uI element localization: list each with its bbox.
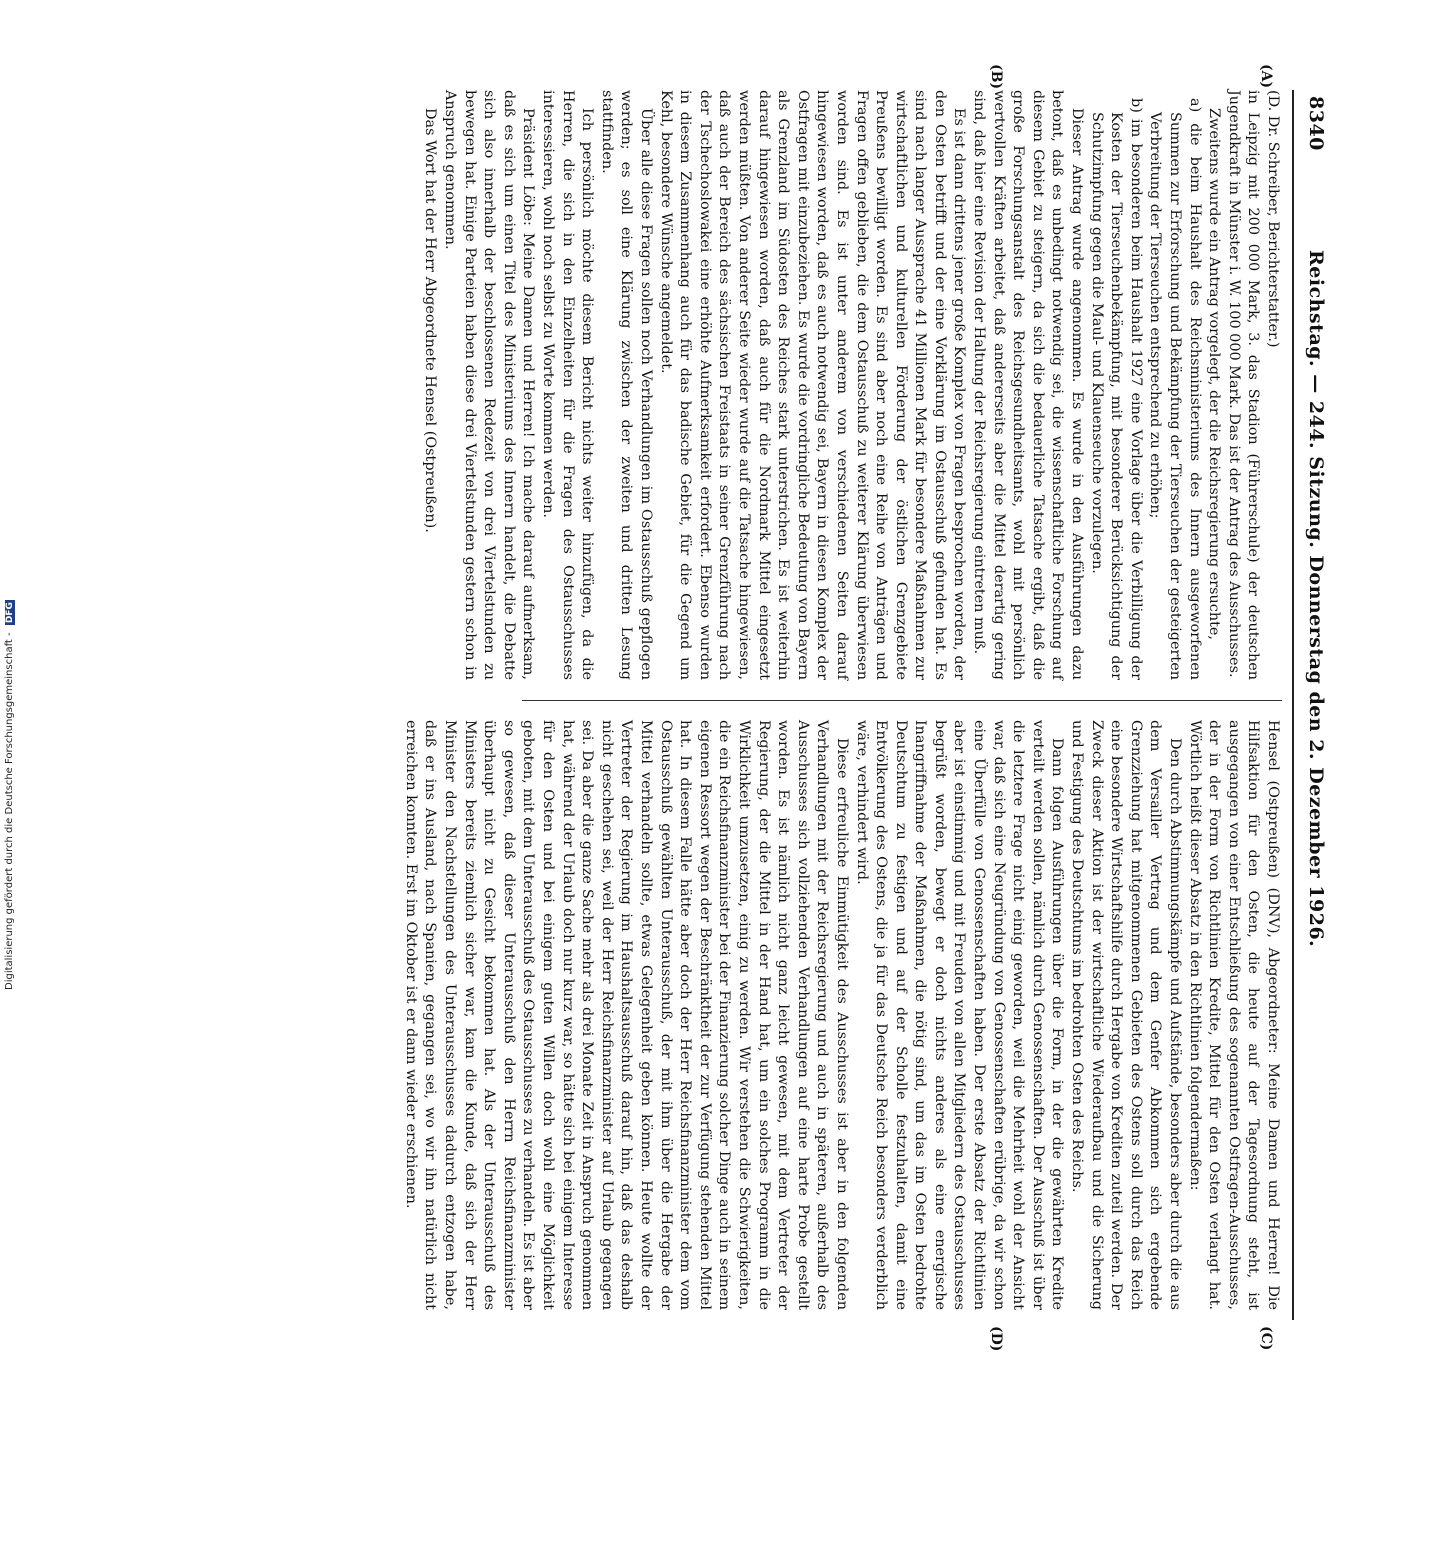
paragraph: (D. Dr. Schreiber, Berichterstatter.) [1265,90,1281,348]
paragraph: Hensel (Ostpreußen) (DNV), Abgeordneter: Meine Damen und Herren! Die Hilfsaktion für den Osten, die heute auf der Tagesordnung steht, ist ausgegangen von einer Entschließung des sogenannten Ostfragen-Ausschusses, der in der Form von Richtlinien Kredite, Mittel für den Osten verlangt hat. Wörtlich heißt dieser Absatz in den Richtlinien folgendermaßen: [1186,720,1281,1310]
paragraph: Das Wort hat der Herr Abgeordnete Hensel (Ostpreußen). [422,108,439,533]
document-page [104,64,1334,1352]
paragraph: Zweitens wurde ein Antrag vorgelegt, der die Reichsregierung ersuchte, [1206,108,1223,640]
header-rule [1292,90,1294,1320]
paragraph: Diese erfreuliche Einmütigkeit des Ausschusses ist aber in den folgenden Verhandlungen mit der Reichsregierung und auch in späteren, außerhalb des Ausschusses sich vollziehenden Verhandlungen auf eine harte Probe gestellt worden. Es ist nämlich nicht ganz leicht gewesen, mit dem Vertreter der Regierung, der die Mittel in der Hand hat, um ein solches Programm in die Wirklichkeit umzusetzen, einig zu werden. Wir verstehen die Schwierigkeiten, die ein Reichsfinanzminister bei der Finanzierung solcher Dinge auch in seinem eigenen Ressort wegen der Beschränktheit der zur Verfügung stehenden Mittel hat. In diesem Falle hätte aber doch der Herr Reichsfinanzminister dem vom Ostausschuß gewählten Unterausschuß, der mit ihm über die Hergabe der Mittel verhandeln sollte, etwas Gelegenheit geben können. Heute wollte der Vertreter der Regierung im Haushaltsausschuß darauf hin, daß das deshalb nicht geschehen sei, weil der Herr Reichsfinanzminister auf Urlaub gegangen sei. Da aber die ganze Sache mehr als drei Monate Zeit in Anspruch genommen hat, während der Urlaub doch nur kurz war, so hätte sich bei einigem Interesse für den Osten und bei einigem guten Willen doch wohl eine Möglichkeit geboten, mit dem Unterausschuß des Ostausschusses zu verhandeln. Es ist aber so gewesen, daß dieser Unterausschuß den Herrn Reichsfinanzminister überhaupt nicht zu Gesicht bekommen hat. Als der Unterausschuß des Ministers bereits ziemlich sicher war, kam die Kunde, daß sich der Herr Minister den Nachstellungen des Unterausschusses dadurch entzogen habe, daß er ins Ausland, nach Spanien, gegangen sei, wo wir ihn natürlich nicht erreichen konnten. Erst im Oktober ist er dann wieder erschienen. [402,720,850,1310]
paragraph: Den durch Abstimmungskämpfe und Aufstände, besonders aber durch die aus dem Versailler Vertrag und dem Genfer Abkommen sich ergebende Grenzziehung hat mitgenommenen Gebieten des Ostens soll durch das Reich eine besondere Wirtschaftshilfe durch Hergabe von Krediten zuteil werden. Der Zweck dieser Aktion ist der wirtschaftliche Wiederaufbau und die Sicherung und Festigung des Deutschtums im bedrohten Osten des Reichs. [1069,720,1184,1310]
paragraph: Es ist dann drittens jener große Komplex von Fragen besprochen worden, der den Osten betrifft und der eine Vorklärung im Ostausschuß gefunden hat. Es sind nach langer Aussprache 41 Millionen Mark für besondere Maßnahmen zur wirtschaftlichen und kulturellen Förderung der östlichen Grenzgebiete Preußens bewilligt worden. Es sind aber noch eine Reihe von Anträgen und Fragen offen geblieben, die dem Ostausschuß zu weiterer Klärung überwiesen worden sind. Es ist unter anderem von verschiedenen Seiten darauf hingewiesen worden, daß es auch notwendig sei, Bayern in diesen Komplex der Ostfragen mit einzubeziehen. Es wurde die vordringliche Bedeutung von Bayern als Grenzland im Südosten des Reiches stark unterstrichen. Es ist weiterhin darauf hingewiesen worden, daß auch für die Nordmark Mittel eingesetzt werden müßten. Von anderer Seite wieder wurde auf die Tatsache hingewiesen, daß auch der Bereich des sächsischen Freistaats in seiner Grenzführung nach der Tschechoslowakei eine erhöhte Aufmerksamkeit erfordert. Ebenso wurden in diesem Zusammenhang auch für das badische Gebiet, für die Gegend um Kehl, besondere Wünsche angemeldet. [657,90,968,680]
margin-mark-b: (B) [988,64,1004,90]
paragraph: Über alle diese Fragen sollen noch Verhandlungen im Ostausschuß gepflogen werden; es soll eine Klärung zwischen der zweiten und dritten Lesung stattfinden. [598,90,654,680]
paragraph: Dieser Antrag wurde angenommen. Es wurde in den Ausführungen dazu betont, daß es unbedingt notwendig sei, die wissenschaftliche Forschung auf diesem Gebiet zu steigern, da sich die bedauerliche Tatsache ergibt, daß die große Forschungsanstalt des Reichsgesundheitsamts, wohl mit persönlich wertvollen Kräften arbeitet, daß andererseits aber die Mittel derartig gering sind, daß hier eine Revision der Haltung der Reichsregierung eintreten muß. [971,90,1086,680]
left-column [420,90,1282,680]
right-column [400,720,1282,1310]
digitization-credit [4,602,18,1550]
paragraph: Ich persönlich möchte diesem Bericht nichts weiter hinzufügen, da die Herren, die sich in den Einzelheiten für die Fragen des Ostausschusses interessieren, wohl noch selbst zu Worte kommen werden. [540,90,596,680]
paragraph: b) im besonderen beim Haushalt 1927 eine Vorlage über die Verbilligung der Kosten der Tierseuchenbekämpfung, mit besonderer Berücksichtigung der Schutzimpfung gegen die Maul- und Klauenseuche vorzulegen. [1088,98,1144,680]
paragraph: Dann folgen Ausführungen über die Form, in der die gewährten Kredite verteilt werden sollen, nämlich durch Genossenschaften. Der Ausschuß ist über die letztere Frage nicht einig geworden, weil die Mehrheit wohl der Ansicht war, daß sich eine Neugründung von Genossenschaften erübrige, da wir schon eine Überfülle von Genossenschaften haben. Der erste Absatz der Richtlinien aber ist einstimmig und mit Freuden von allen Mitgliedern des Ostausschusses begrüßt worden, bewegt er doch nichts anderes als eine energische Inangriffnahme der Maßnahmen, die nötig sind, um das im Osten bedrohte Deutschtum zu festigen und auf der Scholle festzuhalten, damit eine Entvölkerung des Ostens, die ja für das Deutsche Reich besonders verderblich wäre, verhindert wird. [853,720,1066,1310]
margin-mark-a: (A) [1258,64,1274,89]
page-header [1298,90,1334,1320]
margin-mark-c: (C) [1258,1326,1274,1351]
dfg-logo: DFG [5,602,15,624]
margin-mark-d: (D) [988,1326,1004,1352]
paragraph: Präsident Löbe: Meine Damen und Herren! Ich mache darauf aufmerksam, daß es sich um einen Titel des Ministeriums des Innern handelt, die Debatte sich also innerhalb der beschlossenen Redezeit von drei Viertelstunden zu bewegen hat. Einige Parteien haben diese drei Viertelstunden gestern schon in Anspruch genommen. [442,90,537,680]
column-divider [522,700,1282,701]
paragraph: a) die beim Haushalt des Reichsministeriums des Innern ausgeworfenen Summen zur Erforschung und Bekämpfung der Tierseuchen der gesteigerten Verbreitung der Tierseuchen entsprechend zu erhöhen; [1147,98,1203,680]
page-number: 8340 [1305,96,1327,151]
credit-text: Digitalisierung gefördert durch die Deutsche Forschungsgemeinschaft - [4,632,15,990]
page-title: Reichstag. — 244. Sitzung. Donnerstag den 2. Dezember 1926. [1305,250,1327,948]
paragraph: in Leipzig mit 200 000 Mark, 3. das Stadion (Führerschule) der deutschen Jugendkraft in Münster i. W. 100 000 Mark. Das ist der Antrag des Ausschusses. [1225,90,1262,680]
